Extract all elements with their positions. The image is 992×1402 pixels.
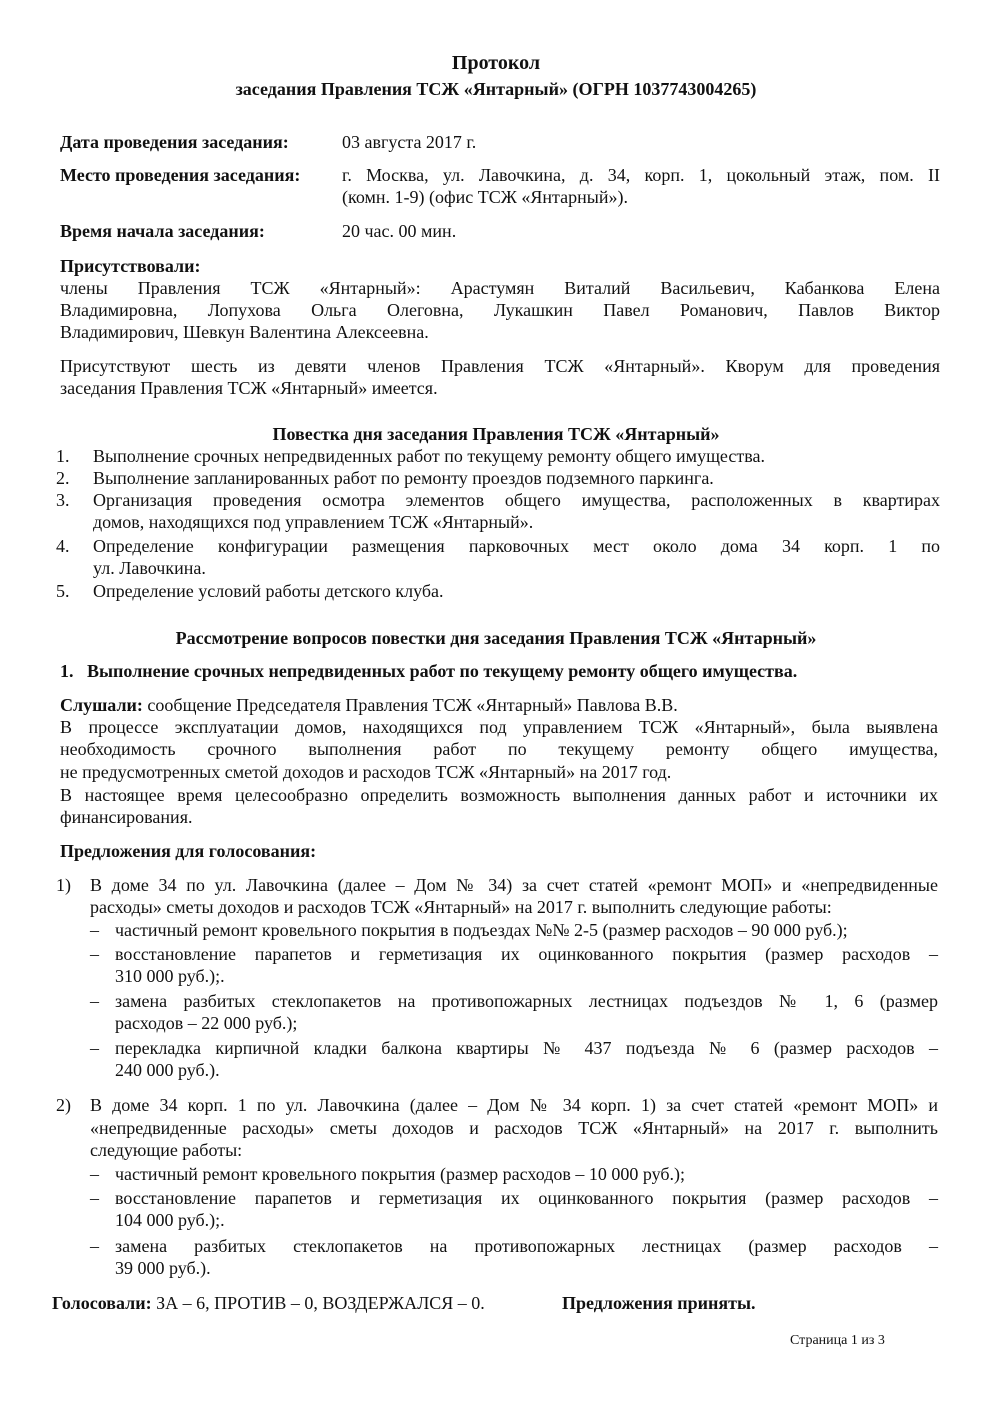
dash-bullet: – [90, 1038, 99, 1058]
work-item: 310 000 руб.);. [115, 966, 225, 986]
attendance-label: Присутствовали: [60, 256, 201, 276]
work-item: расходов – 22 000 руб.); [115, 1013, 298, 1033]
work-item: перекладка кирпичной кладки балкона квартиры № 437 подъезда № 6 (размер расходов – [115, 1038, 938, 1058]
heard-text: сообщение Председателя Правления ТСЖ «Янтарный» Павлова В.В. [142, 695, 678, 715]
work-item: 39 000 руб.). [115, 1258, 211, 1278]
work-item: замена разбитых стеклопакетов на противопожарных лестницах (размер расходов – [115, 1236, 938, 1256]
agenda-heading: Повестка дня заседания Правления ТСЖ «Янтарный» [272, 424, 720, 444]
heard-line [60, 694, 678, 717]
vote-text: ЗА – 6, ПРОТИВ – 0, ВОЗДЕРЖАЛСЯ – 0. [151, 1293, 485, 1313]
proposals-label: Предложения для голосования: [60, 841, 317, 861]
work-item: 104 000 руб.);. [115, 1210, 225, 1230]
work-item: восстановление парапетов и герметизация их оцинкованного покрытия (размер расходов – [115, 1188, 938, 1208]
work-item: 240 000 руб.). [115, 1060, 220, 1080]
attendance-line: Владимировна, Лопухова Ольга Олеговна, Лукашкин Павел Романович, Павлов Виктор [60, 300, 940, 320]
agenda-item: Выполнение запланированных работ по ремонту проездов подземного паркинга. [93, 468, 714, 488]
agenda-item-number: 1. [56, 446, 70, 466]
body-line: В настоящее время целесообразно определить возможность выполнения данных работ и источники их [60, 785, 938, 805]
dash-bullet: – [90, 944, 99, 964]
quorum-line: Присутствуют шесть из девяти членов Правления ТСЖ «Янтарный». Кворум для проведения [60, 356, 940, 376]
place-value-line1: г. Москва, ул. Лавочкина, д. 34, корп. 1, цокольный этаж, пом. II [342, 165, 940, 185]
heard-label: Слушали: [60, 695, 143, 715]
document-subtitle: заседания Правления ТСЖ «Янтарный» (ОГРН 1037743004265) [235, 79, 757, 99]
document-title: Протокол [451, 52, 541, 74]
proposal-number: 2) [56, 1095, 71, 1115]
agenda-item-number: 3. [56, 490, 70, 510]
work-item: частичный ремонт кровельного покрытия в подъездах №№ 2-5 (размер расходов – 90 000 руб.); [115, 920, 848, 940]
dash-bullet: – [90, 991, 99, 1011]
attendance-line: Владимирович, Шевкун Валентина Алексеевна. [60, 322, 429, 342]
body-line: не предусмотренных сметой доходов и расходов ТСЖ «Янтарный» на 2017 год. [60, 762, 672, 782]
proposal-line: В доме 34 по ул. Лавочкина (далее – Дом № 34) за счет статей «ремонт МОП» и «непредвиденные [90, 875, 938, 895]
work-item: восстановление парапетов и герметизация их оцинкованного покрытия (размер расходов – [115, 944, 938, 964]
body-line: необходимость срочного выполнения работ по текущему ремонту общего имущества, [60, 739, 938, 759]
dash-bullet: – [90, 1236, 99, 1256]
date-value: 03 августа 2017 г. [342, 132, 477, 152]
dash-bullet: – [90, 920, 99, 940]
body-line: В процессе эксплуатации домов, находящихся под управлением ТСЖ «Янтарный», была выявлена [60, 717, 938, 737]
question-1-heading: 1. Выполнение срочных непредвиденных работ по текущему ремонту общего имущества. [60, 661, 798, 681]
page-number: Страница 1 из 3 [790, 1333, 885, 1348]
proposal-line: следующие работы: [90, 1140, 243, 1160]
agenda-item-number: 4. [56, 536, 70, 556]
dash-bullet: – [90, 1164, 99, 1184]
proposal-line: В доме 34 корп. 1 по ул. Лавочкина (далее – Дом № 34 корп. 1) за счет статей «ремонт МОП» и [90, 1095, 938, 1115]
quorum-line: заседания Правления ТСЖ «Янтарный» имеется. [60, 378, 438, 398]
agenda-item: Определение условий работы детского клуба. [93, 581, 444, 601]
agenda-item: ул. Лавочкина. [93, 558, 206, 578]
agenda-item: Выполнение срочных непредвиденных работ по текущему ремонту общего имущества. [93, 446, 765, 466]
vote-result: Предложения приняты. [562, 1293, 756, 1313]
attendance-line: члены Правления ТСЖ «Янтарный»: Арастумян Виталий Васильевич, Кабанкова Елена [60, 278, 940, 298]
time-label: Время начала заседания: [60, 221, 265, 241]
body-line: финансирования. [60, 807, 193, 827]
proposal-line: расходы» сметы доходов и расходов ТСЖ «Янтарный» на 2017 г. выполнить следующие работы: [90, 897, 832, 917]
proposal-number: 1) [56, 875, 71, 895]
agenda-item: домов, находящихся под управлением ТСЖ «Янтарный». [93, 512, 534, 532]
agenda-item-number: 2. [56, 468, 70, 488]
dash-bullet: – [90, 1188, 99, 1208]
agenda-item-number: 5. [56, 581, 70, 601]
work-item: частичный ремонт кровельного покрытия (размер расходов – 10 000 руб.); [115, 1164, 686, 1184]
place-value-line2: (комн. 1-9) (офис ТСЖ «Янтарный»). [342, 187, 628, 207]
place-label: Место проведения заседания: [60, 165, 301, 185]
date-label: Дата проведения заседания: [60, 132, 289, 152]
work-item: замена разбитых стеклопакетов на противопожарных лестницах подъездов № 1, 6 (размер [115, 991, 938, 1011]
time-value: 20 час. 00 мин. [342, 221, 457, 241]
vote-label: Голосовали: [52, 1293, 152, 1313]
vote-line [52, 1292, 485, 1315]
review-heading: Рассмотрение вопросов повестки дня заседания Правления ТСЖ «Янтарный» [175, 628, 817, 648]
agenda-item: Организация проведения осмотра элементов общего имущества, расположенных в квартирах [93, 490, 940, 510]
agenda-item: Определение конфигурации размещения парковочных мест около дома 34 корп. 1 по [93, 536, 940, 556]
proposal-line: «непредвиденные расходы» сметы доходов и расходов ТСЖ «Янтарный» на 2017 г. выполнить [90, 1118, 938, 1138]
